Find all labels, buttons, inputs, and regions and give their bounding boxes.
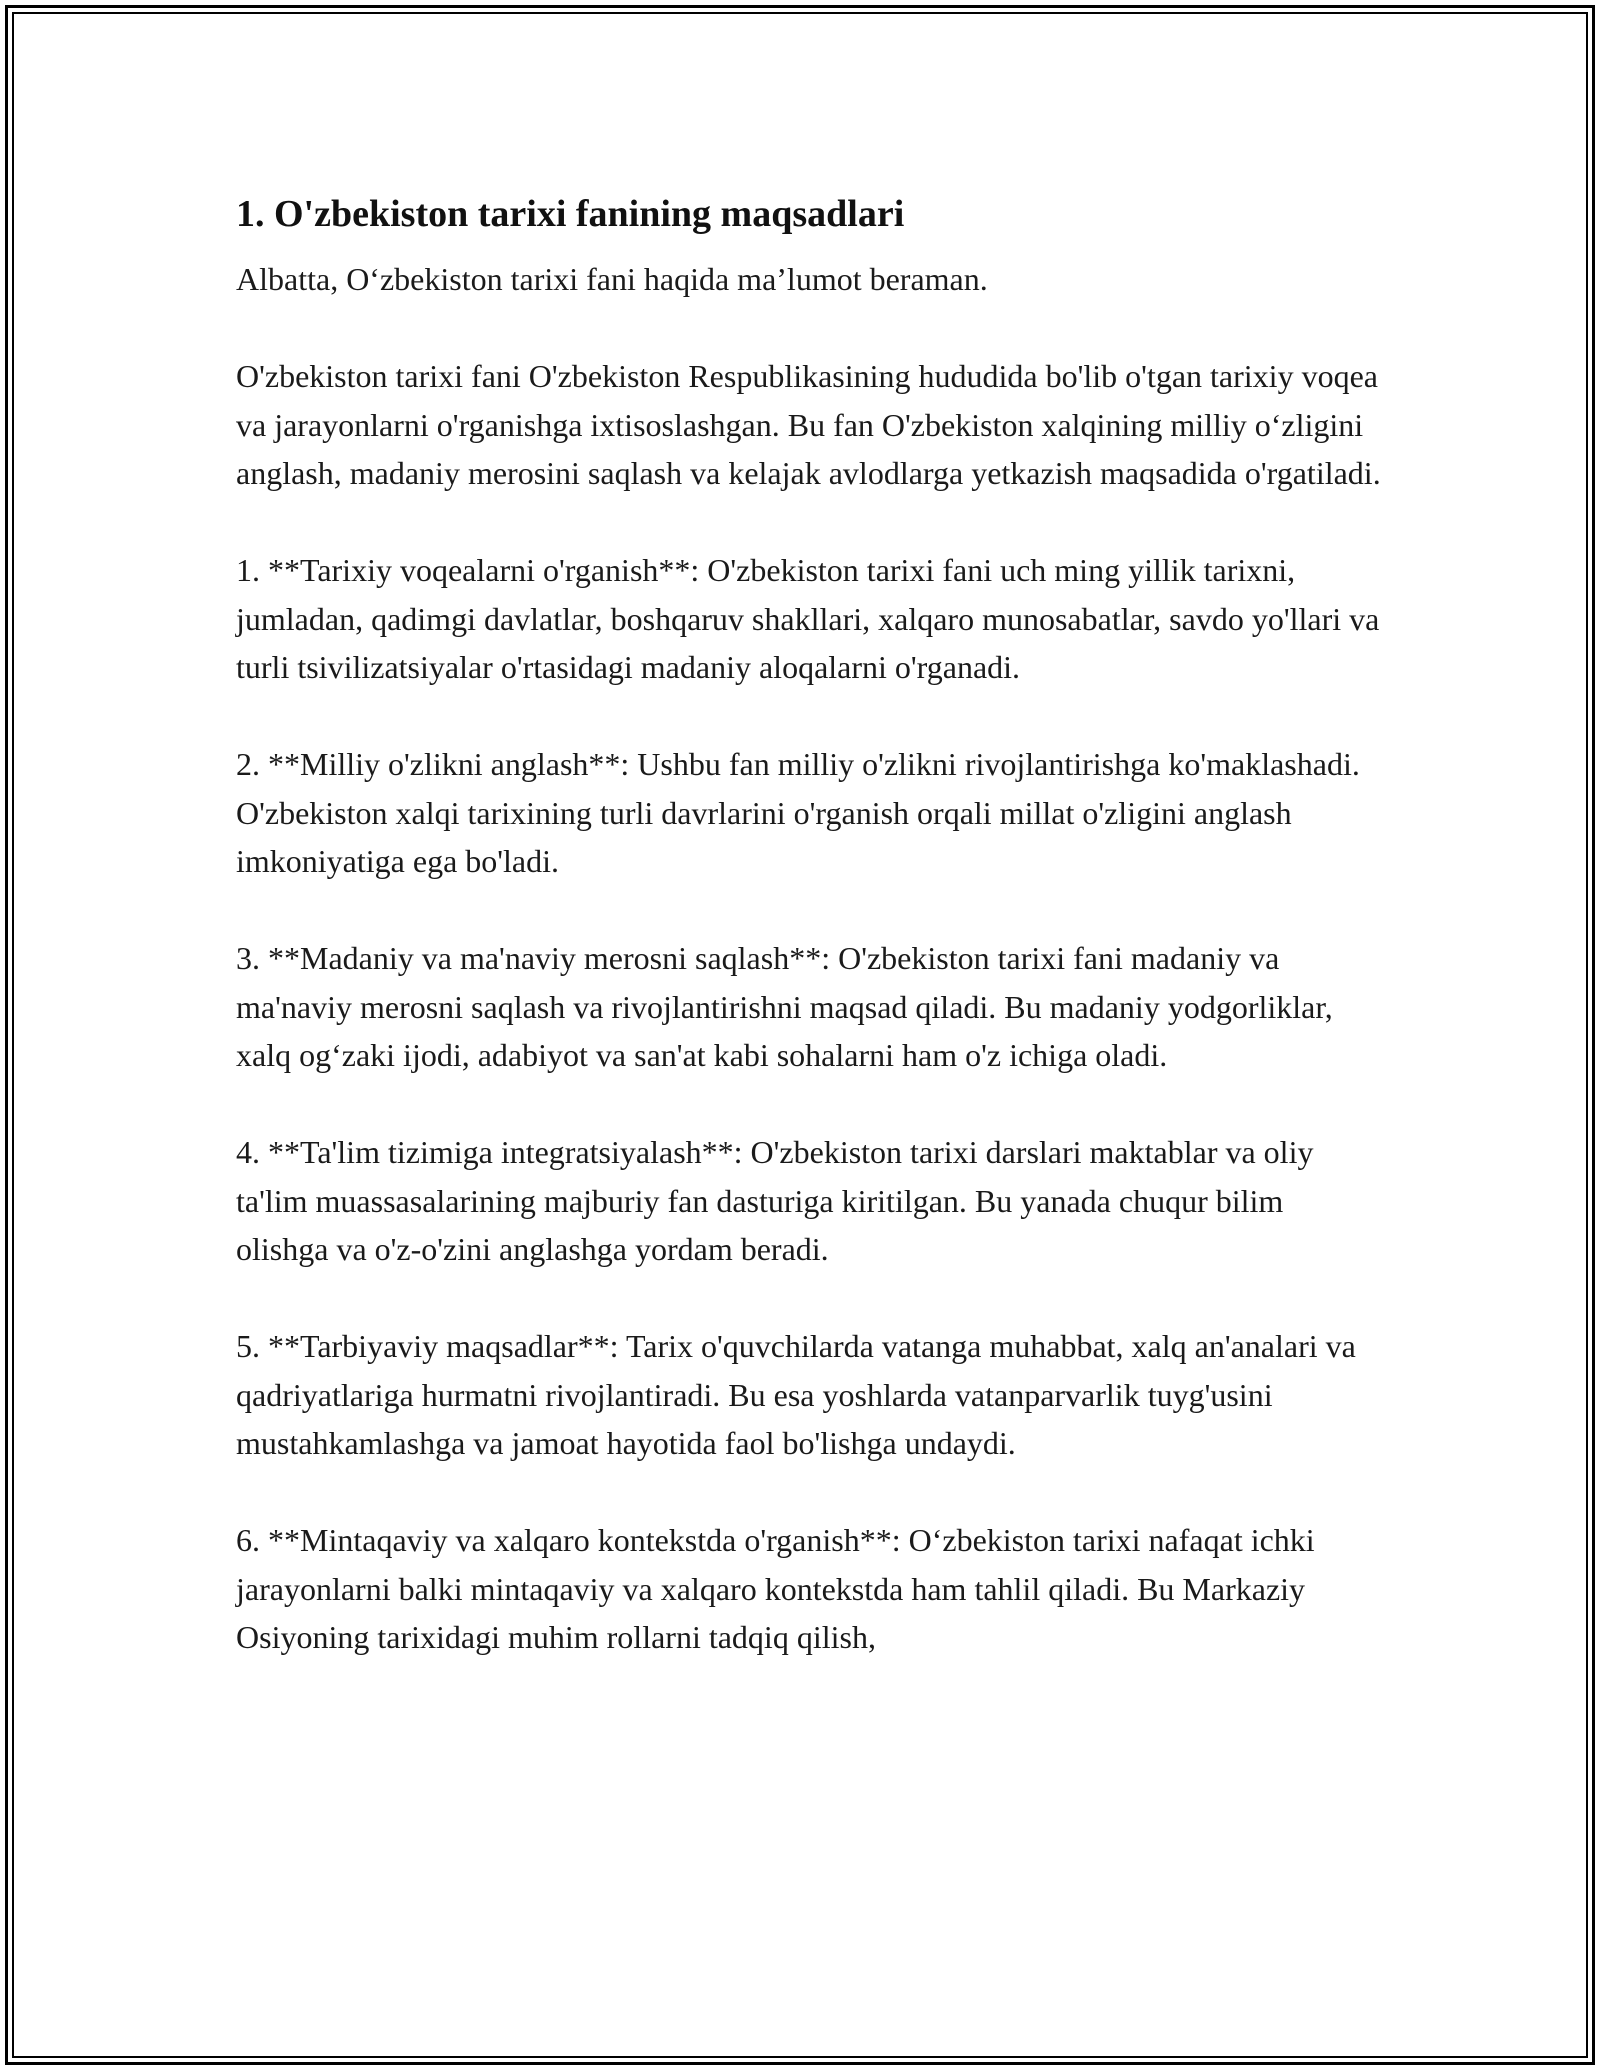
document-title: 1. O'zbekiston tarixi fanining maqsadlari [236, 193, 905, 235]
list-item-1: 1. **Tarixiy voqealarni o'rganish**: O'zbekiston tarixi fani uch ming yillik tarixni, jumladan, qadimgi davlatlar, boshqaruv shakllari, xalqaro munosabatlar, savdo yo'llari va turli tsivilizatsiyalar o'rtasidagi madaniy aloqalarni o'rganadi. [236, 552, 1380, 685]
paragraph-overview: O'zbekiston tarixi fani O'zbekiston Respublikasining hududida bo'lib o'tgan tarixiy voqea va jarayonlarni o'rganishga ixtisoslashgan. Bu fan O'zbekiston xalqining milliy o‘zligini anglash, madaniy merosini saqlash va kelajak avlodlarga yetkazish maqsadida o'rgatiladi. [236, 358, 1381, 491]
list-item-2: 2. **Milliy o'zlikni anglash**: Ushbu fan milliy o'zlikni rivojlantirishga ko'maklashadi. O'zbekiston xalqi tarixining turli davrlarini o'rganish orqali millat o'zligini anglash imkoniyatiga ega bo'ladi. [236, 746, 1360, 879]
paragraph-intro: Albatta, O‘zbekiston tarixi fani haqida ma’lumot beraman. [236, 261, 988, 297]
document-body [236, 185, 1381, 1710]
list-item-6: 6. **Mintaqaviy va xalqaro kontekstda o'rganish**: O‘zbekiston tarixi nafaqat ichki jarayonlarni balki mintaqaviy va xalqaro kontekstda ham tahlil qiladi. Bu Markaziy Osiyoning tarixidagi muhim rollarni tadqiq qilish, [236, 1522, 1315, 1655]
list-item-5: 5. **Tarbiyaviy maqsadlar**: Tarix o'quvchilarda vatanga muhabbat, xalq an'analari va qadriyatlariga hurmatni rivojlantiradi. Bu esa yoshlarda vatanparvarlik tuyg'usini mustahkamlashga va jamoat hayotida faol bo'lishga undaydi. [236, 1328, 1356, 1461]
list-item-3: 3. **Madaniy va ma'naviy merosni saqlash**: O'zbekiston tarixi fani madaniy va ma'naviy merosni saqlash va rivojlantirishni maqsad qiladi. Bu madaniy yodgorliklar, xalq og‘zaki ijodi, adabiyot va san'at kabi sohalarni ham o'z ichiga oladi. [236, 940, 1333, 1073]
list-item-4: 4. **Ta'lim tizimiga integratsiyalash**: O'zbekiston tarixi darslari maktablar va oliy ta'lim muassasalarining majburiy fan dasturiga kiritilgan. Bu yanada chuqur bilim olishga va o'z-o'zini anglashga yordam beradi. [236, 1134, 1314, 1267]
